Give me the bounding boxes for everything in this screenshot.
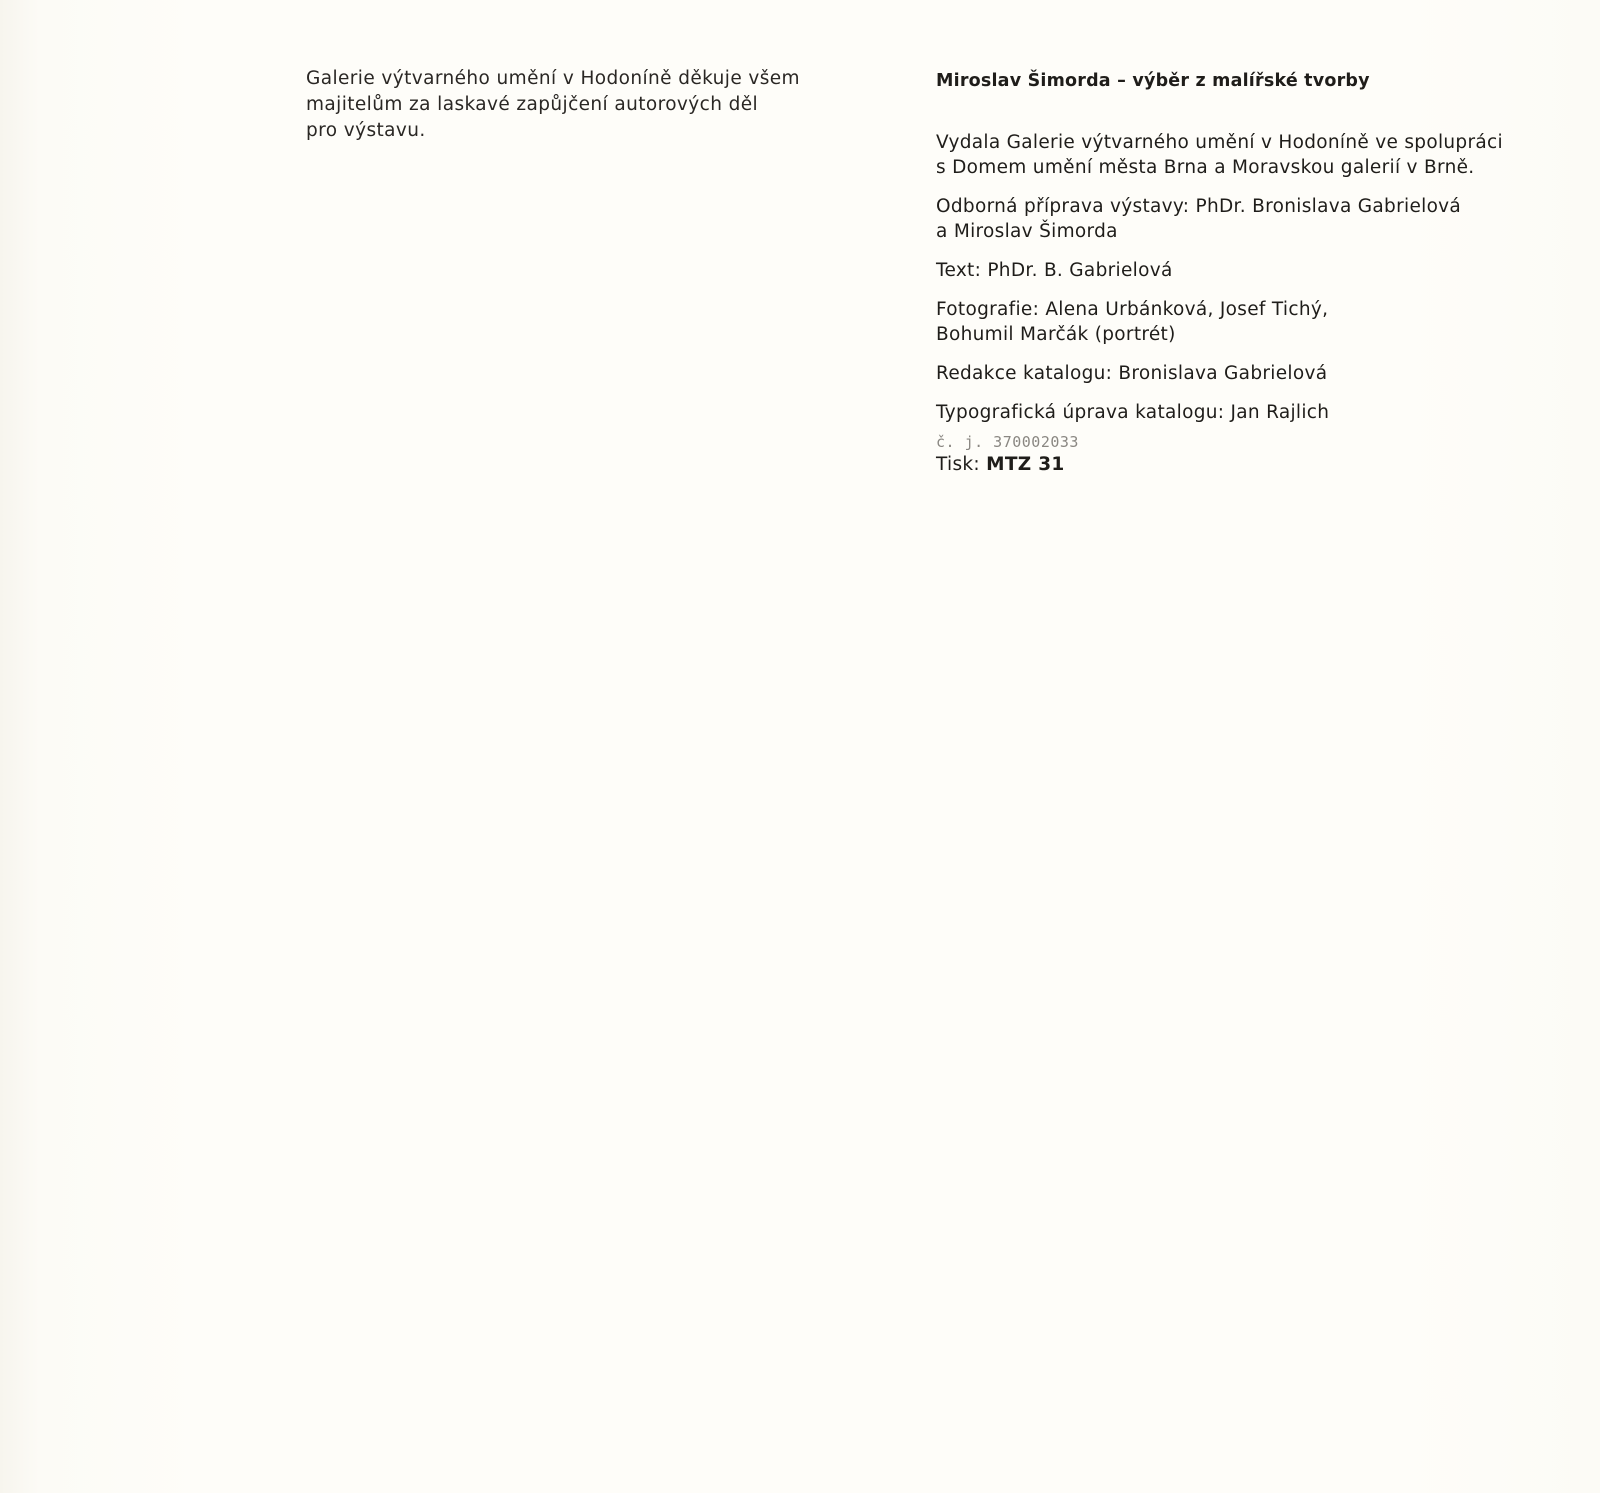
print-credit [936,453,1576,477]
preparation-credit [936,194,1576,244]
photography-line [936,297,1576,322]
preparation-label: Odborná příprava výstavy: [936,196,1196,217]
colophon-block [936,68,1576,477]
editing-credit [936,361,1576,386]
photography-label: Fotografie: [936,299,1046,320]
typography-line [936,400,1576,425]
catalog-title: Miroslav Šimorda – výběr z malířské tvorby [936,71,1370,91]
editing-line [936,361,1576,386]
text-credit [936,258,1576,283]
typography-credit [936,400,1576,425]
publisher-info [936,130,1576,180]
acknowledgement-line: pro výstavu. [306,120,426,141]
editing-label: Redakce katalogu: [936,363,1119,384]
publisher-line: s Domem umění města Brna a Moravskou galerií v Brně. [936,157,1475,178]
text-label: Text: [936,260,988,281]
text-value: PhDr. B. Gabrielová [987,260,1173,281]
acknowledgement-line: majitelům za laskavé zapůjčení autorových děl [306,94,759,115]
preparation-line [936,194,1576,219]
publisher-line: Vydala Galerie výtvarného umění v Hodoníně ve spolupráci [936,132,1503,153]
photography-credit [936,297,1576,347]
typography-label: Typografická úprava katalogu: [936,402,1231,423]
editing-value: Bronislava Gabrielová [1118,363,1328,384]
preparation-value: PhDr. Bronislava Gabrielová [1195,196,1462,217]
acknowledgement-block [306,66,866,144]
print-label: Tisk: [936,454,987,475]
print-value: MTZ 31 [986,454,1065,475]
text-credit-line [936,258,1576,283]
photography-value-line2: Bohumil Marčák (portrét) [936,324,1176,345]
registration-number: č. j. 370002033 [936,433,1079,451]
typography-value: Jan Rajlich [1230,402,1330,423]
acknowledgement-line: Galerie výtvarného umění v Hodoníně děkuje všem [306,68,800,89]
photography-value: Alena Urbánková, Josef Tichý, [1045,299,1329,320]
preparation-value-line2: a Miroslav Šimorda [936,221,1118,242]
